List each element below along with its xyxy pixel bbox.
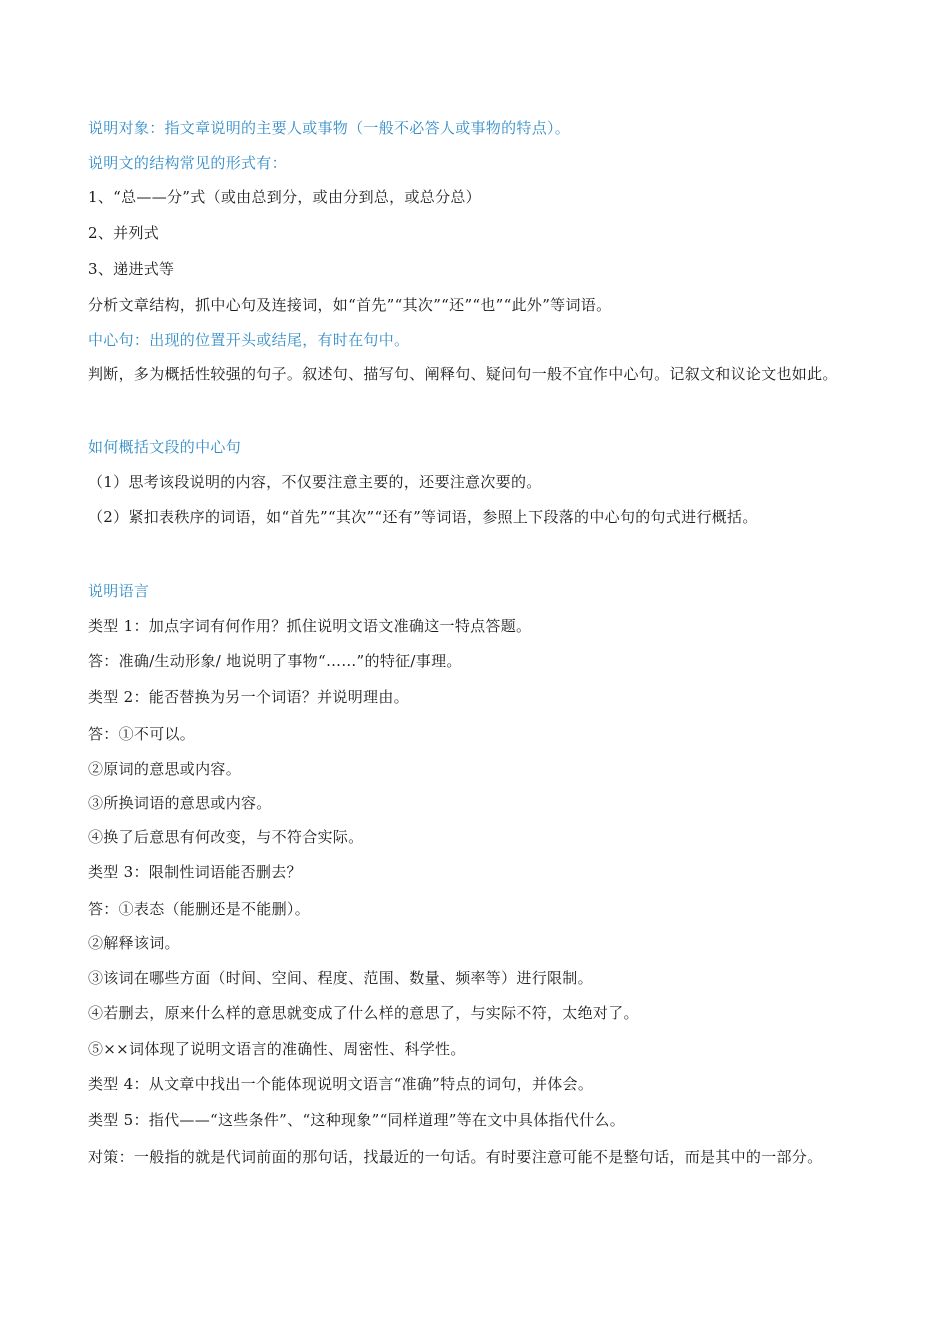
paragraph-structure-analysis: 分析文章结构，抓中心句及连接词，如“首先”“其次”“还”“也”“此外”等词语。 [88, 296, 612, 314]
type-2-question: 类型 2：能否替换为另一个词语？并说明理由。 [88, 688, 409, 706]
heading-explanatory-language: 说明语言 [88, 582, 150, 600]
heading-explanation-object: 说明对象：指文章说明的主要人或事物（一般不必答人或事物的特点）。 [88, 119, 571, 137]
type-2-answer-1: 答：①不可以。 [88, 725, 196, 743]
type-4-question: 类型 4：从文章中找出一个能体现说明文语言“准确”特点的词句，并体会。 [88, 1075, 594, 1093]
type-2-answer-2: ②原词的意思或内容。 [88, 760, 242, 778]
type-1-question: 类型 1：加点字词有何作用？抓住说明文语文准确这一特点答题。 [88, 617, 532, 635]
heading-central-sentence: 中心句：出现的位置开头或结尾，有时在句中。 [88, 331, 410, 349]
list-item-parallel: 2、并列式 [88, 224, 160, 242]
type-5-question: 类型 5：指代——“这些条件”、“这种现象”“同样道理”等在文中具体指代什么。 [88, 1111, 626, 1129]
type-2-answer-3: ③所换词语的意思或内容。 [88, 794, 272, 812]
list-item-step-2: （2）紧扣表秩序的词语，如“首先”“其次”“还有”等词语，参照上下段落的中心句的句式进行概括。 [88, 508, 758, 526]
type-3-answer-2: ②解释该词。 [88, 934, 180, 952]
type-2-answer-4: ④换了后意思有何改变，与不符合实际。 [88, 828, 364, 846]
type-3-question: 类型 3：限制性词语能否删去？ [88, 863, 302, 881]
type-3-answer-5: ⑤××词体现了说明文语言的准确性、周密性、科学性。 [88, 1040, 466, 1058]
heading-summarize-central-sentence: 如何概括文段的中心句 [88, 438, 242, 456]
type-3-answer-1: 答：①表态（能删还是不能删）。 [88, 900, 311, 918]
list-item-progressive: 3、递进式等 [88, 260, 175, 278]
type-1-answer: 答：准确/生动形象/ 地说明了事物“……”的特征/事理。 [88, 652, 462, 670]
type-3-answer-3: ③该词在哪些方面（时间、空间、程度、范围、数量、频率等）进行限制。 [88, 969, 593, 987]
list-item-step-1: （1）思考该段说明的内容，不仅要注意主要的，还要注意次要的。 [88, 473, 542, 491]
strategy-paragraph: 对策：一般指的就是代词前面的那句话，找最近的一句话。有时要注意可能不是整句话，而是其中的一部分。 [88, 1148, 823, 1166]
list-item-total-part: 1、“总——分”式（或由总到分，或由分到总，或总分总） [88, 188, 481, 206]
paragraph-judgment: 判断，多为概括性较强的句子。叙述句、描写句、阐释句、疑问句一般不宜作中心句。记叙文和议论文也如此。 [88, 365, 838, 383]
type-3-answer-4: ④若删去，原来什么样的意思就变成了什么样的意思了，与实际不符，太绝对了。 [88, 1004, 639, 1022]
heading-structure-forms: 说明文的结构常见的形式有： [88, 154, 287, 172]
